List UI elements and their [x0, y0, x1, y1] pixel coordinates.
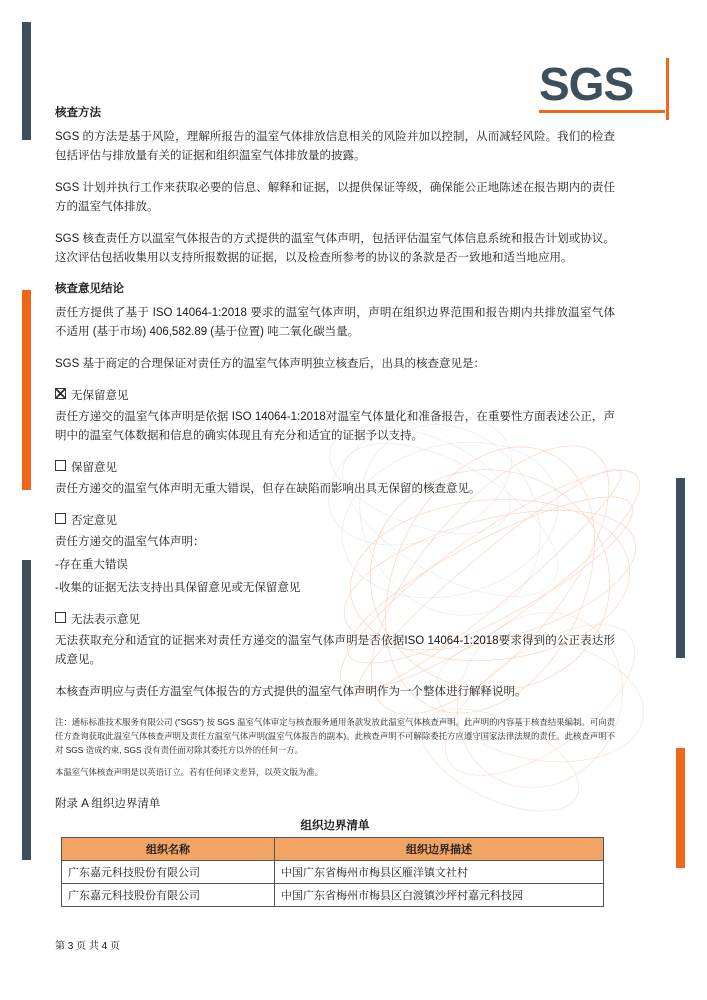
table-cell-org-name: 广东嘉元科技股份有限公司: [62, 884, 275, 907]
table-header-org-desc: 组织边界描述: [275, 838, 604, 861]
paragraph-adverse-body-2: -存在重大错误: [55, 559, 128, 571]
boundary-table-title: 组织边界清单: [300, 820, 370, 832]
checkbox-icon[interactable]: [55, 612, 66, 623]
option-label-unqualified: 无保留意见: [71, 390, 129, 402]
table-cell-org-name: 广东嘉元科技股份有限公司: [62, 861, 275, 884]
heading-verification-opinion: 核查意见结论: [55, 283, 124, 295]
note-legal-1: 注：通标标准技术服务有限公司 ("SGS") 按 SGS 温室气体审定与核查服务通用条款发放此温室气体核查声明。此声明的内容基于核查结果编制。可向责任方查询获取此温室气体核查声明及责任方温室气体声明(温室气体报告的副本)。此核查声明不可解除委托方应遵守国家法律法规的责任。此核查声明不对 SGS 造成约束, SGS 没有责任面对除其委托方以外的任何一方。: [55, 717, 615, 755]
organization-boundary-table: [61, 837, 604, 907]
table-header-org-name: 组织名称: [62, 838, 275, 861]
paragraph-closing: 本核查声明应与责任方温室气体报告的方式提供的温室气体声明作为一个整体进行解释说明。: [55, 686, 527, 698]
sgs-logo-tick: [666, 58, 669, 120]
checkbox-checked-icon[interactable]: [55, 388, 66, 399]
paragraph-method-2: SGS 计划并执行工作来获取必要的信息、解释和证据，以提供保证等级，确保能公正地陈述在报告期内的责任方的温室气体排放。: [55, 182, 615, 213]
note-legal-2: 本温室气体核查声明是以英语订立。若有任何译文差异，以英文版为准。: [55, 767, 323, 777]
appendix-title: 附录 A 组织边界清单: [55, 798, 161, 810]
paragraph-adverse-body-1: 责任方递交的温室气体声明：: [55, 536, 205, 548]
opinion-option-disclaimer[interactable]: [55, 611, 615, 630]
paragraph-qualified-body: 责任方递交的温室气体声明无重大错误，但存在缺陷而影响出具无保留的核查意见。: [55, 483, 481, 495]
option-label-qualified: 保留意见: [71, 462, 117, 474]
paragraph-method-3: SGS 核查责任方以温室气体报告的方式提供的温室气体声明，包括评估温室气体信息系统和报告计划或协议。这次评估包括收集用以支持所报数据的证据，以及检查所参考的协议的条款是否一致地和适当地应用。: [55, 233, 615, 264]
option-label-adverse: 否定意见: [71, 515, 117, 527]
table-cell-org-desc: 中国广东省梅州市梅县区雁洋镇文社村: [275, 861, 604, 884]
decor-bar-left-orange: [22, 290, 31, 490]
paragraph-opinion-1: 责任方提供了基于 ISO 14064-1:2018 要求的温室气体声明，声明在组织边界范围和报告期内共排放温室气体不适用 (基于市场) 406,582.89 (基于位置) 吨二氧化碳当量。: [55, 307, 615, 338]
document-body: [55, 105, 615, 907]
checkbox-icon[interactable]: [55, 460, 66, 471]
opinion-option-adverse[interactable]: [55, 512, 615, 531]
decor-bar-top-left: [22, 22, 31, 140]
paragraph-disclaimer-body: 无法获取充分和适宜的证据来对责任方递交的温室气体声明是否依据ISO 14064-1:2018要求得到的公正表达形成意见。: [55, 635, 615, 666]
table-header-row: [62, 838, 604, 861]
decor-bar-right-dark: [676, 478, 685, 658]
table-row: [62, 884, 604, 907]
sgs-logo-text: SGS: [539, 58, 634, 110]
paragraph-method-1: SGS 的方法是基于风险，理解所报告的温室气体排放信息相关的风险并加以控制，从而减轻风险。我们的检查包括评估与排放量有关的证据和组织温室气体排放量的披露。: [55, 131, 615, 162]
paragraph-unqualified-body: 责任方递交的温室气体声明是依据 ISO 14064-1:2018对温室气体量化和准备报告，在重要性方面表述公正，声明中的温室气体数据和信息的确实体现且有充分和适宜的证据予以支持。: [55, 411, 615, 442]
opinion-option-unqualified[interactable]: [55, 387, 615, 406]
option-label-disclaimer: 无法表示意见: [71, 614, 140, 626]
paragraph-opinion-2: SGS 基于商定的合理保证对责任方的温室气体声明独立核查后，出具的核查意见是：: [55, 358, 485, 370]
table-row: [62, 861, 604, 884]
checkbox-icon[interactable]: [55, 513, 66, 524]
opinion-option-qualified[interactable]: [55, 459, 615, 478]
paragraph-adverse-body-3: -收集的证据无法支持出具保留意见或无保留意见: [55, 582, 301, 594]
decor-bar-right-orange: [676, 748, 685, 868]
decor-bar-left-dark: [22, 560, 31, 860]
page-footer: 第 3 页 共 4 页: [55, 941, 121, 952]
table-cell-org-desc: 中国广东省梅州市梅县区白渡镇沙坪村嘉元科技园: [275, 884, 604, 907]
heading-verification-method: 核查方法: [55, 107, 101, 119]
